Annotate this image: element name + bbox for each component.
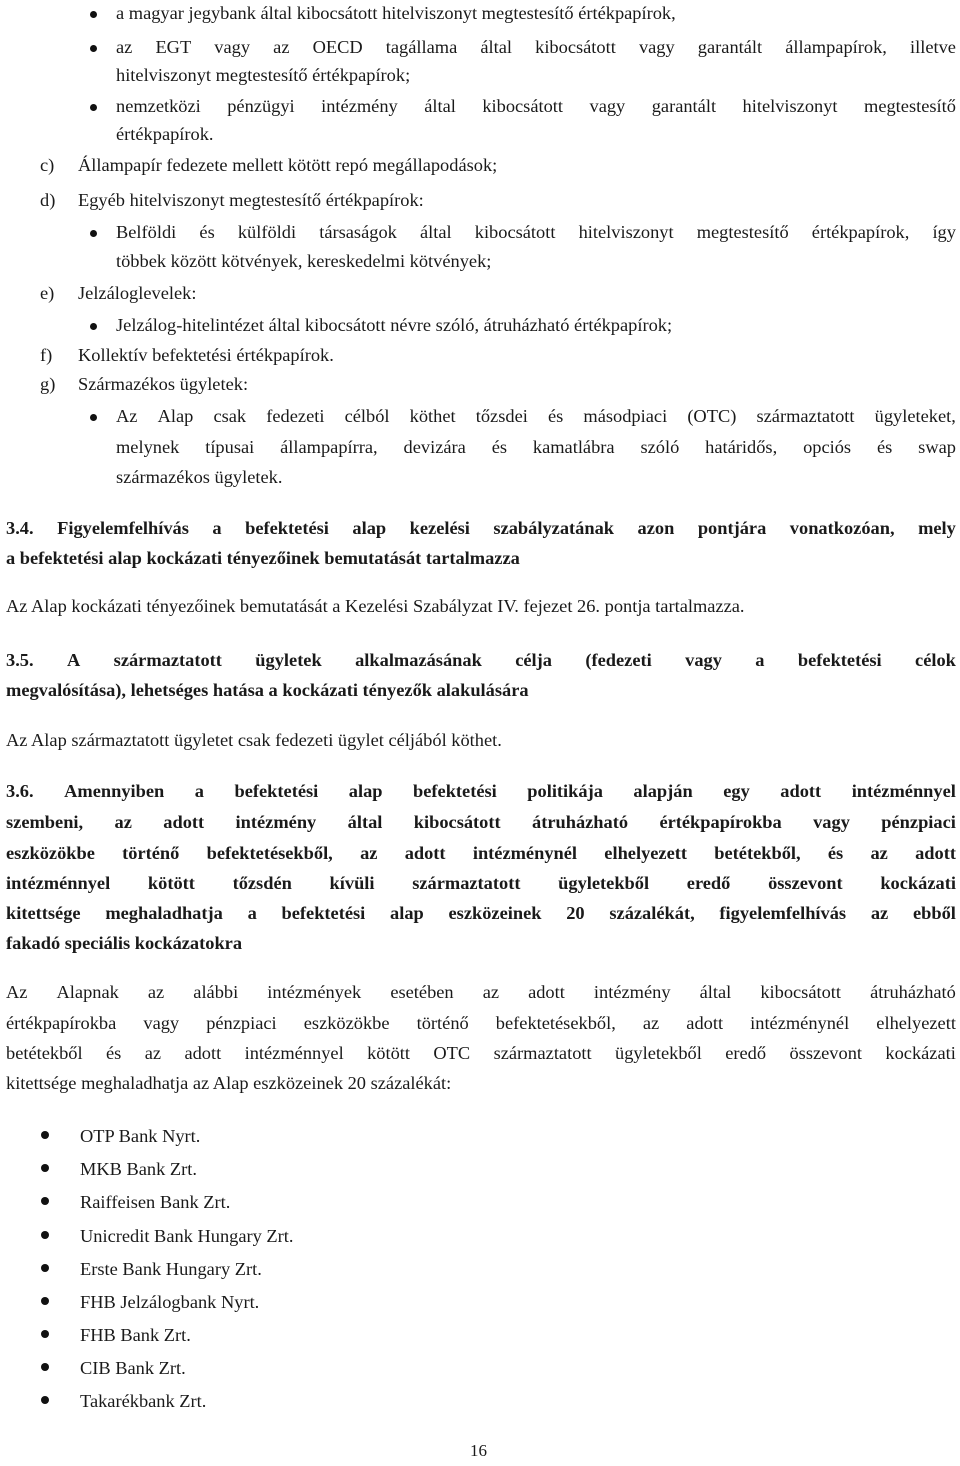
bullet-icon (90, 323, 97, 330)
section-heading-3-4-cont: a befektetési alap kockázati tényezőinek bemutatását tartalmazza (6, 548, 520, 568)
bullet-icon (41, 1396, 49, 1404)
section-heading-3-6-line: fakadó speciális kockázatokra (6, 933, 243, 953)
section-heading-3-6-line: intézménnyel kötött tőzsdén kívüli származtatott ügyletekből eredő összevont kockázati (6, 873, 956, 893)
bullet-icon (90, 11, 97, 18)
item-letter-f: f) (40, 345, 53, 365)
section-body-3-4: Az Alap kockázati tényezőinek bemutatását a Kezelési Szabályzat IV. fejezet 26. pontja tartalmazza. (6, 596, 745, 616)
item-letter-g: g) (40, 374, 56, 394)
list-item: MKB Bank Zrt. (80, 1159, 197, 1179)
list-item-continuation: melynek típusai állampapírra, devizára és kamatlábra szóló határidős, opciós és swap (116, 437, 956, 457)
bullet-icon (41, 1330, 49, 1338)
bullet-icon (41, 1297, 49, 1305)
bullet-icon (90, 104, 97, 111)
section-body-3-6: kitettsége meghaladhatja az Alap eszközeinek 20 százalékát: (6, 1073, 452, 1093)
bullet-icon (41, 1164, 49, 1172)
section-heading-3-6-line: szembeni, az adott intézmény által kibocsátott átruházható értékpapírokba vagy pénzpiaci (6, 812, 956, 832)
list-item: Az Alap csak fedezeti célból köthet tőzsdei és másodpiaci (OTC) származtatott ügyleteket, (116, 406, 956, 426)
item-text-g: Származékos ügyletek: (78, 374, 249, 394)
item-text-e: Jelzáloglevelek: (78, 283, 197, 303)
item-letter-d: d) (40, 190, 56, 210)
list-item-continuation: többek között kötvények, kereskedelmi kötvények; (116, 251, 492, 271)
item-letter-c: c) (40, 155, 55, 175)
list-item: Belföldi és külföldi társaságok által kibocsátott hitelviszonyt megtestesítő értékpapírok, így (116, 222, 956, 242)
bullet-icon (90, 414, 97, 421)
section-heading-3-4: 3.4. Figyelemfelhívás a befektetési alap kezelési szabályzatának azon pontjára vonatkozóan, mely (6, 518, 956, 538)
section-body-3-6: Az Alapnak az alábbi intézmények esetében az adott intézmény által kibocsátott átruházható (6, 982, 956, 1002)
section-heading-3-5-cont: megvalósítása), lehetséges hatása a kockázati tényezők alakulására (6, 680, 529, 700)
list-item: FHB Jelzálogbank Nyrt. (80, 1292, 260, 1312)
section-heading-3-6: 3.6. Amennyiben a befektetési alap befektetési politikája alapján egy adott intézménnyel (6, 781, 956, 801)
bullet-icon (41, 1363, 49, 1371)
list-item: Raiffeisen Bank Zrt. (80, 1192, 231, 1212)
item-text-c: Állampapír fedezete mellett kötött repó megállapodások; (78, 155, 498, 175)
bullet-icon (41, 1264, 49, 1272)
bullet-icon (90, 45, 97, 52)
list-item-continuation: értékpapírok. (116, 124, 214, 144)
list-item-continuation: származékos ügyletek. (116, 467, 283, 487)
section-body-3-6: betétekből és az adott intézménnyel kötött OTC származtatott ügyletekből eredő összevont kockázati (6, 1043, 956, 1063)
list-item: az EGT vagy az OECD tagállama által kibocsátott vagy garantált állampapírok, illetve (116, 37, 956, 57)
list-item: nemzetközi pénzügyi intézmény által kibocsátott vagy garantált hitelviszonyt megtestesítő (116, 96, 956, 116)
list-item: Erste Bank Hungary Zrt. (80, 1259, 262, 1279)
list-item: CIB Bank Zrt. (80, 1358, 186, 1378)
item-text-f: Kollektív befektetési értékpapírok. (78, 345, 334, 365)
list-item: a magyar jegybank által kibocsátott hitelviszonyt megtestesítő értékpapírok, (116, 3, 676, 23)
page-number: 16 (470, 1441, 487, 1460)
item-letter-e: e) (40, 283, 55, 303)
list-item-continuation: hitelviszonyt megtestesítő értékpapírok; (116, 65, 411, 85)
list-item: Jelzálog-hitelintézet által kibocsátott névre szóló, átruházható értékpapírok; (116, 315, 673, 335)
section-heading-3-6-line: kitettsége meghaladhatja a befektetési alap eszközeinek 20 százalékát, figyelemfelhívás az ebből (6, 903, 956, 923)
bullet-icon (41, 1231, 49, 1239)
bullet-icon (41, 1131, 49, 1139)
list-item: FHB Bank Zrt. (80, 1325, 191, 1345)
list-item: Unicredit Bank Hungary Zrt. (80, 1226, 294, 1246)
bullet-icon (41, 1197, 49, 1205)
section-body-3-5: Az Alap származtatott ügyletet csak fedezeti ügylet céljából köthet. (6, 730, 502, 750)
list-item: Takarékbank Zrt. (80, 1391, 207, 1411)
section-body-3-6: értékpapírokba vagy pénzpiaci eszközökbe történő befektetésekből, az adott intézménynél elhelyezett (6, 1013, 956, 1033)
item-text-d: Egyéb hitelviszonyt megtestesítő értékpapírok: (78, 190, 424, 210)
bullet-icon (90, 230, 97, 237)
section-heading-3-6-line: eszközökbe történő befektetésekből, az adott intézménynél elhelyezett betétekből, és az adott (6, 843, 956, 863)
list-item: OTP Bank Nyrt. (80, 1126, 201, 1146)
section-heading-3-5: 3.5. A származtatott ügyletek alkalmazásának célja (fedezeti vagy a befektetési célok (6, 650, 956, 670)
